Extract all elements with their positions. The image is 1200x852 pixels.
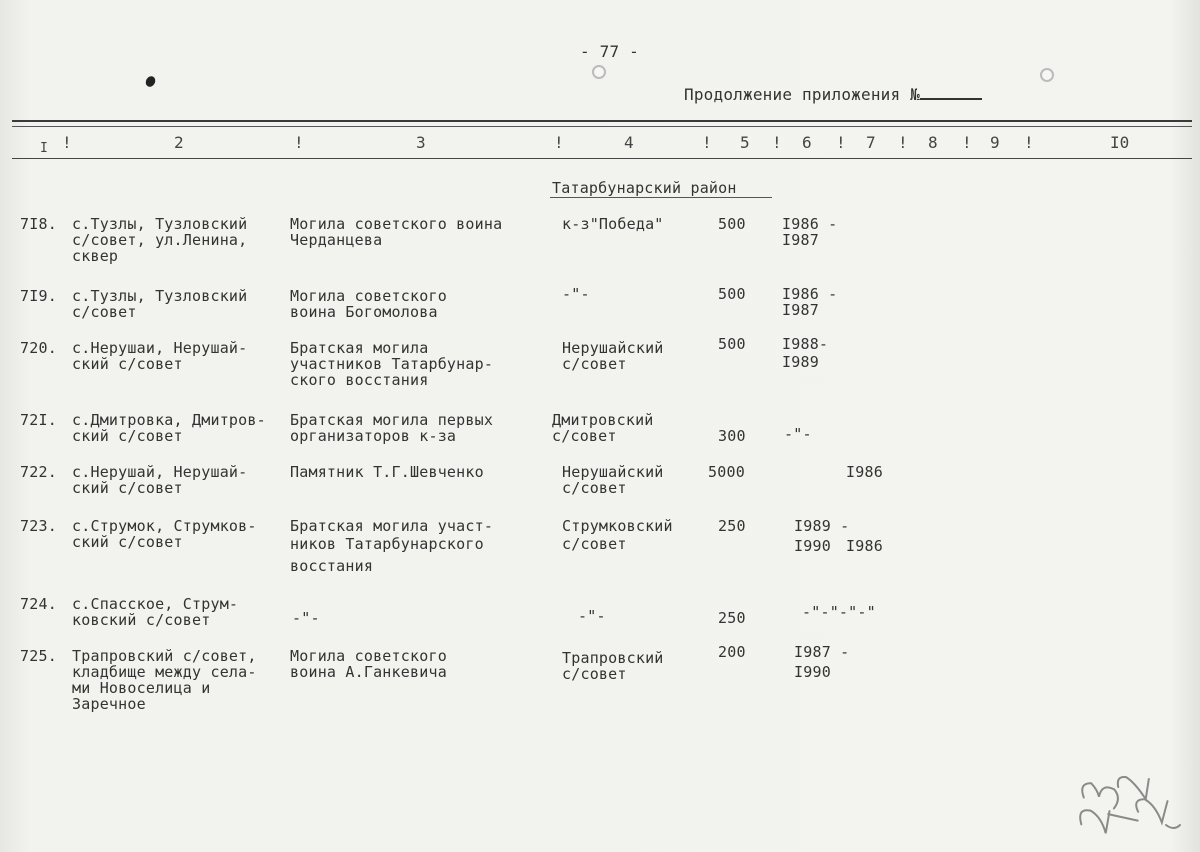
handwritten-page-number <box>1066 755 1186 845</box>
owner-line: с/совет <box>562 355 627 373</box>
object-line: воина Богомолова <box>290 303 438 321</box>
col-sep: ! <box>836 133 846 152</box>
cost-value: 500 <box>718 285 746 303</box>
cost-value: 500 <box>718 335 746 353</box>
col7-value: I986 <box>846 463 883 481</box>
handwritten-page-number-text: 312 <box>1072 840 1076 842</box>
location-line: с.Тузлы, Тузловский <box>72 215 248 233</box>
location-line: с.Нерушай, Нерушай- <box>72 463 248 481</box>
col-sep: ! <box>898 133 908 152</box>
col-3-header: 3 <box>416 133 426 152</box>
location-line: с.Нерушаи, Нерушай- <box>72 339 248 357</box>
object-line: -"- <box>292 609 320 627</box>
owner-line: -"- <box>562 285 590 303</box>
location-line: с.Дмитровка, Дмитров- <box>72 411 266 429</box>
header-rule-top <box>12 120 1192 122</box>
owner-line: Трапровский <box>562 649 664 667</box>
location-line: ский с/совет <box>72 479 183 497</box>
object-line: организаторов к-за <box>290 427 457 445</box>
years-line: I990 <box>794 537 831 555</box>
location-line: с/совет, ул.Ленина, <box>72 231 248 249</box>
row-number: 7I8. <box>20 215 57 233</box>
years-line: I986 - <box>782 285 838 303</box>
location-line: ковский с/совет <box>72 611 211 629</box>
object-line: участников Татарбунар- <box>290 355 494 373</box>
col7-value: I986 <box>846 537 883 555</box>
owner-line: Нерушайский <box>562 463 664 481</box>
page-number: - 77 - <box>580 42 639 61</box>
location-line: кладбище между села- <box>72 663 257 681</box>
owner-line: к-з"Победа" <box>562 215 664 233</box>
col-sep: ! <box>62 133 72 152</box>
location-line: ский с/совет <box>72 533 183 551</box>
location-line: с/совет <box>72 303 137 321</box>
col-5-header: 5 <box>740 133 750 152</box>
col-10-header: I0 <box>1110 133 1130 152</box>
owner-line: -"- <box>578 607 606 625</box>
location-line: Заречное <box>72 695 146 713</box>
owner-line: Нерушайский <box>562 339 664 357</box>
row-number: 7I9. <box>20 287 57 305</box>
years-line: I987 - <box>794 643 850 661</box>
owner-line: с/совет <box>562 535 627 553</box>
col-8-header: 8 <box>928 133 938 152</box>
row-number: 720. <box>20 339 57 357</box>
location-line: с.Спасское, Струм- <box>72 595 239 613</box>
binding-hole-left <box>592 65 606 79</box>
col-7-header: 7 <box>866 133 876 152</box>
owner-line: с/совет <box>552 427 617 445</box>
owner-line: с/совет <box>562 665 627 683</box>
continuation-title <box>684 86 982 103</box>
object-line: Могила советского <box>290 647 447 665</box>
binding-hole-right <box>1040 68 1054 82</box>
years-line: I990 <box>794 663 831 681</box>
owner-line: Струмковский <box>562 517 673 535</box>
location-line: ский с/совет <box>72 427 183 445</box>
cost-value: 250 <box>718 609 746 627</box>
header-rule-bottom <box>12 158 1192 159</box>
years-line: I989 - <box>794 517 850 535</box>
row-number: 725. <box>20 647 57 665</box>
years-line: I987 <box>782 231 819 249</box>
col-sep: ! <box>702 133 712 152</box>
col-sep: ! <box>772 133 782 152</box>
object-line: Братская могила участ- <box>290 517 494 535</box>
object-line: Могила советского <box>290 287 447 305</box>
years-line: I989 <box>782 353 819 371</box>
object-line: восстания <box>290 557 374 575</box>
years-line: I988- <box>782 335 829 353</box>
location-line: сквер <box>72 247 119 265</box>
row-number: 72I. <box>20 411 57 429</box>
col-sep: ! <box>554 133 564 152</box>
cost-value: 250 <box>718 517 746 535</box>
location-line: с.Струмок, Струмков- <box>72 517 257 535</box>
years-line: -"-"-"-" <box>802 603 876 621</box>
row-number: 723. <box>20 517 57 535</box>
years-line: -"- <box>784 425 812 443</box>
col-2-header: 2 <box>174 133 184 152</box>
location-line: ский с/совет <box>72 355 183 373</box>
col-6-header: 6 <box>802 133 812 152</box>
years-line: I987 <box>782 301 819 319</box>
col-sep: ! <box>294 133 304 152</box>
cost-value: 5000 <box>708 463 745 481</box>
punch-mark <box>144 74 157 88</box>
object-line: воина А.Ганкевича <box>290 663 447 681</box>
cost-value: 500 <box>718 215 746 233</box>
col-9-header: 9 <box>990 133 1000 152</box>
col-1-header: I <box>40 141 48 156</box>
col-sep: ! <box>1024 133 1034 152</box>
row-number: 724. <box>20 595 57 613</box>
col-4-header: 4 <box>624 133 634 152</box>
object-line: Черданцева <box>290 231 383 249</box>
owner-line: Дмитровский <box>552 411 654 429</box>
location-line: ми Новоселица и <box>72 679 211 697</box>
district-underline <box>550 197 772 198</box>
years-line: I986 - <box>782 215 838 233</box>
cost-value: 300 <box>718 427 746 445</box>
object-line: Братская могила <box>290 339 429 357</box>
object-line: ского восстания <box>290 371 429 389</box>
owner-line: с/совет <box>562 479 627 497</box>
cost-value: 200 <box>718 643 746 661</box>
location-line: с.Тузлы, Тузловский <box>72 287 248 305</box>
row-number: 722. <box>20 463 57 481</box>
district-heading: Татарбунарский район <box>552 179 737 197</box>
object-line: Братская могила первых <box>290 411 494 429</box>
object-line: Могила советского воина <box>290 215 503 233</box>
object-line: Памятник Т.Г.Шевченко <box>290 463 484 481</box>
object-line: ников Татарбунарского <box>290 535 484 553</box>
location-line: Трапровский с/совет, <box>72 647 257 665</box>
continuation-text: Продолжение приложения № <box>684 85 920 104</box>
header-rule-top-2 <box>12 126 1192 127</box>
col-sep: ! <box>962 133 972 152</box>
